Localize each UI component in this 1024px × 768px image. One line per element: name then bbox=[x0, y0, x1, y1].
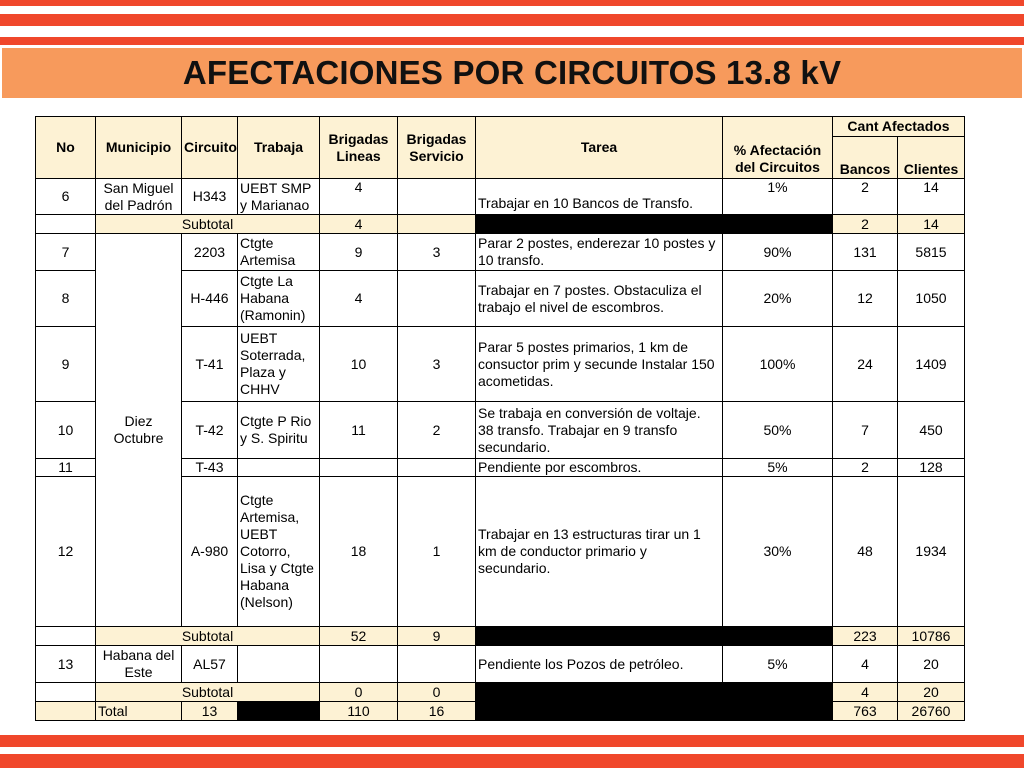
cell-tarea: Parar 5 postes primarios, 1 km de consuctor prim y secunde Instalar 150 acometidas. bbox=[476, 327, 723, 402]
cell-tarea: Parar 2 postes, enderezar 10 postes y 10 transfo. bbox=[476, 234, 723, 271]
cell-afectacion: 5% bbox=[723, 459, 833, 477]
cell-clientes: 14 bbox=[898, 179, 965, 215]
cell-brig-lineas: 11 bbox=[320, 402, 398, 459]
cell-brig-lineas bbox=[320, 459, 398, 477]
cell-circuito: 2203 bbox=[182, 234, 238, 271]
subtotal-brig-servicio: 9 bbox=[398, 627, 476, 646]
cell-clientes: 20 bbox=[898, 646, 965, 683]
cell-circuito: H343 bbox=[182, 179, 238, 215]
cell-clientes: 128 bbox=[898, 459, 965, 477]
cell-no: 7 bbox=[36, 234, 96, 271]
cell-bancos: 4 bbox=[833, 646, 898, 683]
subtotal-brig-lineas: 52 bbox=[320, 627, 398, 646]
subtotal-brig-lineas: 0 bbox=[320, 683, 398, 702]
subtotal-row bbox=[36, 627, 965, 646]
header-trabaja: Trabaja bbox=[238, 117, 320, 179]
cell-brig-servicio: 2 bbox=[398, 402, 476, 459]
cell-brig-lineas: 4 bbox=[320, 179, 398, 215]
cell-no: 8 bbox=[36, 271, 96, 327]
total-circuitos: 13 bbox=[182, 702, 238, 721]
cell-brig-servicio bbox=[398, 179, 476, 215]
cell-circuito: AL57 bbox=[182, 646, 238, 683]
cell-brig-lineas bbox=[320, 646, 398, 683]
cell-no: 12 bbox=[36, 477, 96, 627]
cell-circuito: A-980 bbox=[182, 477, 238, 627]
subtotal-bancos: 223 bbox=[833, 627, 898, 646]
bottom-stripe bbox=[0, 754, 1024, 768]
header-bancos: Bancos bbox=[833, 137, 898, 179]
cell-circuito: T-41 bbox=[182, 327, 238, 402]
cell-trabaja: Ctgte La Habana (Ramonin) bbox=[238, 271, 320, 327]
page-title: AFECTACIONES POR CIRCUITOS 13.8 kV bbox=[182, 54, 842, 91]
table-row bbox=[36, 234, 965, 271]
subtotal-clientes: 10786 bbox=[898, 627, 965, 646]
cell-no: 13 bbox=[36, 646, 96, 683]
subtotal-label: Subtotal bbox=[96, 683, 320, 702]
cell-tarea: Pendiente por escombros. bbox=[476, 459, 723, 477]
cell-no: 11 bbox=[36, 459, 96, 477]
table-row bbox=[36, 646, 965, 683]
table-row bbox=[36, 179, 965, 215]
subtotal-bancos: 2 bbox=[833, 215, 898, 234]
subtotal-label: Subtotal bbox=[96, 627, 320, 646]
cell-brig-servicio: 3 bbox=[398, 327, 476, 402]
cell-no: 6 bbox=[36, 179, 96, 215]
cell-brig-lineas: 10 bbox=[320, 327, 398, 402]
cell-afectacion: 90% bbox=[723, 234, 833, 271]
top-stripe bbox=[0, 37, 1024, 45]
cell-clientes: 1050 bbox=[898, 271, 965, 327]
circuits-table bbox=[35, 116, 965, 721]
cell-trabaja: Ctgte Artemisa bbox=[238, 234, 320, 271]
cell-no: 9 bbox=[36, 327, 96, 402]
subtotal-brig-servicio bbox=[398, 215, 476, 234]
header-afectacion: % Afectación del Circuitos bbox=[723, 117, 833, 179]
total-brig-servicio: 16 bbox=[398, 702, 476, 721]
cell-municipio: San Miguel del Padrón bbox=[96, 179, 182, 215]
cell-circuito: T-43 bbox=[182, 459, 238, 477]
cell-bancos: 48 bbox=[833, 477, 898, 627]
header-brigadas-lineas: Brigadas Lineas bbox=[320, 117, 398, 179]
header-no: No bbox=[36, 117, 96, 179]
cell-clientes: 1409 bbox=[898, 327, 965, 402]
cell-afectacion: 50% bbox=[723, 402, 833, 459]
cell-brig-servicio bbox=[398, 271, 476, 327]
cell-afectacion: 30% bbox=[723, 477, 833, 627]
subtotal-label: Subtotal bbox=[96, 215, 320, 234]
cell-brig-servicio: 3 bbox=[398, 234, 476, 271]
total-brig-lineas: 110 bbox=[320, 702, 398, 721]
cell-bancos: 24 bbox=[833, 327, 898, 402]
header-tarea: Tarea bbox=[476, 117, 723, 179]
top-stripe bbox=[0, 14, 1024, 26]
cell-bancos: 2 bbox=[833, 179, 898, 215]
cell-clientes: 1934 bbox=[898, 477, 965, 627]
header-clientes: Clientes bbox=[898, 137, 965, 179]
header-brigadas-servicio: Brigadas Servicio bbox=[398, 117, 476, 179]
cell-clientes: 5815 bbox=[898, 234, 965, 271]
subtotal-row bbox=[36, 683, 965, 702]
cell-bancos: 2 bbox=[833, 459, 898, 477]
cell-brig-servicio: 1 bbox=[398, 477, 476, 627]
cell-clientes: 450 bbox=[898, 402, 965, 459]
cell-municipio: Habana del Este bbox=[96, 646, 182, 683]
cell-tarea: Trabajar en 10 Bancos de Transfo. bbox=[476, 179, 723, 215]
cell-brig-lineas: 9 bbox=[320, 234, 398, 271]
header-municipio: Municipio bbox=[96, 117, 182, 179]
cell-bancos: 12 bbox=[833, 271, 898, 327]
cell-bancos: 131 bbox=[833, 234, 898, 271]
subtotal-clientes: 14 bbox=[898, 215, 965, 234]
cell-afectacion: 100% bbox=[723, 327, 833, 402]
bottom-stripe bbox=[0, 735, 1024, 747]
header-circuito: Circuito bbox=[182, 117, 238, 179]
total-clientes: 26760 bbox=[898, 702, 965, 721]
cell-circuito: H-446 bbox=[182, 271, 238, 327]
cell-trabaja: Ctgte Artemisa, UEBT Cotorro, Lisa y Ctgte Habana (Nelson) bbox=[238, 477, 320, 627]
total-bancos: 763 bbox=[833, 702, 898, 721]
subtotal-row bbox=[36, 215, 965, 234]
cell-municipio: Diez Octubre bbox=[96, 234, 182, 627]
header-cant-afectados: Cant Afectados bbox=[833, 117, 965, 137]
cell-trabaja: UEBT SMP y Marianao bbox=[238, 179, 320, 215]
cell-circuito: T-42 bbox=[182, 402, 238, 459]
title-banner bbox=[2, 46, 1022, 98]
cell-no: 10 bbox=[36, 402, 96, 459]
cell-trabaja: Ctgte P Rio y S. Spiritu bbox=[238, 402, 320, 459]
subtotal-brig-lineas: 4 bbox=[320, 215, 398, 234]
total-label: Total bbox=[96, 702, 182, 721]
cell-brig-lineas: 4 bbox=[320, 271, 398, 327]
cell-trabaja bbox=[238, 459, 320, 477]
cell-brig-servicio bbox=[398, 459, 476, 477]
cell-afectacion: 5% bbox=[723, 646, 833, 683]
cell-bancos: 7 bbox=[833, 402, 898, 459]
cell-brig-lineas: 18 bbox=[320, 477, 398, 627]
subtotal-brig-servicio: 0 bbox=[398, 683, 476, 702]
top-stripe bbox=[0, 0, 1024, 6]
cell-trabaja bbox=[238, 646, 320, 683]
cell-tarea: Trabajar en 13 estructuras tirar un 1 km de conductor primario y secundario. bbox=[476, 477, 723, 627]
cell-tarea: Pendiente los Pozos de petróleo. bbox=[476, 646, 723, 683]
cell-tarea: Trabajar en 7 postes. Obstaculiza el trabajo el nivel de escombros. bbox=[476, 271, 723, 327]
cell-trabaja: UEBT Soterrada, Plaza y CHHV bbox=[238, 327, 320, 402]
cell-afectacion: 20% bbox=[723, 271, 833, 327]
subtotal-clientes: 20 bbox=[898, 683, 965, 702]
cell-brig-servicio bbox=[398, 646, 476, 683]
cell-afectacion: 1% bbox=[723, 179, 833, 215]
subtotal-bancos: 4 bbox=[833, 683, 898, 702]
cell-tarea: Se trabaja en conversión de voltaje. 38 transfo. Trabajar en 9 transfo secundario. bbox=[476, 402, 723, 459]
